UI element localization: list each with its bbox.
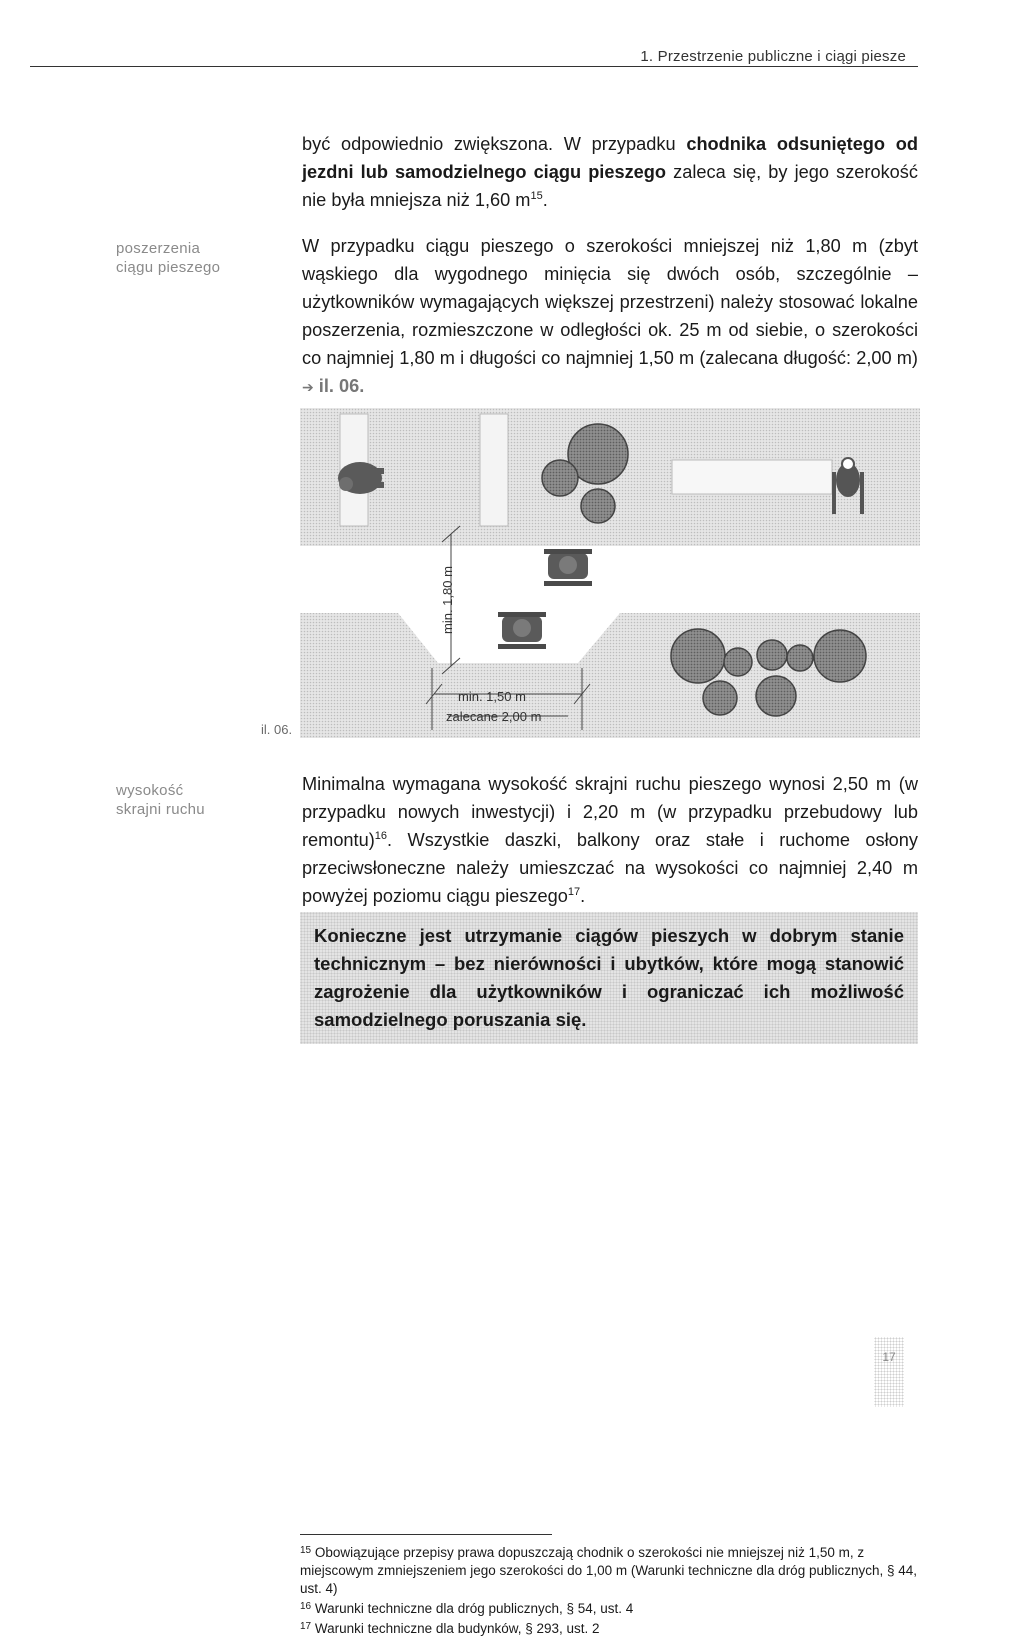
figure-illustration xyxy=(300,408,920,738)
callout-text: Konieczne jest utrzymanie ciągów pieszych w dobrym stanie technicznym – bez nierówności i ubytków, które mogą stanowić zagrożenie dla użytkowników i ograniczać ich możliwość samodzielnego poruszania się. xyxy=(314,925,904,1030)
page-number: 17 xyxy=(874,1337,904,1407)
footnote-ref-15[interactable]: 15 xyxy=(530,189,543,202)
footnote-17 xyxy=(300,1618,920,1638)
footnote-16-text: Warunki techniczne dla dróg publicznych, § 54, ust. 4 xyxy=(311,1601,634,1616)
clearance-text-1: Minimalna wymagana wysokość skrajni ruchu pieszego wynosi 2,50 m (w przypadku nowych inwestycji) i 2,20 m (w przypadku przebudowy lub remontu) xyxy=(302,774,918,850)
widening-text: W przypadku ciągu pieszego o szerokości mniejszej niż 1,80 m (zbyt wąskiego dla wygodnego minięcia się dwóch osób, szczególnie – użytkowników wymagających większej przestrzeni) należy stosować lokalne poszerzenia, rozmieszczone w odległości ok. 25 m od siebie, o szerokości co najmniej 1,80 m i długości co najmniej 1,50 m (zalecana długość: 2,00 m) xyxy=(302,236,918,368)
widening-paragraph xyxy=(302,232,918,401)
footnote-ref-16[interactable]: 16 xyxy=(374,829,388,842)
tree-icon xyxy=(703,681,737,715)
clearance-text-3: . xyxy=(580,886,586,906)
margin-label-clearance-line2: skrajni ruchu xyxy=(116,801,205,818)
footnote-15-num: 15 xyxy=(300,1545,312,1556)
tree-icon xyxy=(757,640,787,670)
footnote-17-num: 17 xyxy=(300,1621,312,1632)
dim-length-min-label: min. 1,50 m xyxy=(458,689,526,704)
intro-bold: chodnika odsuniętego od jezdni lub samodzielnego ciągu pieszego xyxy=(302,134,918,182)
footnote-16 xyxy=(300,1598,920,1618)
dim-length-rec-label: zalecane 2,00 m xyxy=(446,709,542,724)
footnote-rule xyxy=(300,1534,552,1535)
footnote-ref-17[interactable]: 17 xyxy=(567,885,581,898)
intro-text-3: . xyxy=(542,190,548,210)
bench-left-2 xyxy=(480,414,508,526)
header-rule xyxy=(30,66,918,67)
figure-label: il. 06. xyxy=(261,722,293,737)
clearance-paragraph xyxy=(302,770,918,910)
running-header: 1. Przestrzenie publiczne i ciągi piesze xyxy=(640,48,906,65)
tree-icon xyxy=(542,460,578,496)
dim-width-label: min. 1,80 m xyxy=(440,566,455,634)
margin-label-widening xyxy=(116,239,220,277)
wheelchair-user-icon xyxy=(544,549,592,586)
footnote-15-text: Obowiązujące przepisy prawa dopuszczają chodnik o szerokości nie mniejszej niż 1,50 m, z miejscowym zmniejszeniem jego szerokości do 1,00 m (Warunki techniczne dla dróg publicznych, § 44, ust. 4) xyxy=(300,1545,918,1596)
margin-label-clearance-line1: wysokość xyxy=(116,782,184,799)
footnote-16-num: 16 xyxy=(300,1601,312,1612)
tree-icon xyxy=(787,645,813,671)
margin-label-widening-line2: ciągu pieszego xyxy=(116,259,221,276)
intro-paragraph xyxy=(302,130,918,214)
footnote-17-text: Warunki techniczne dla budynków, § 293, ust. 2 xyxy=(311,1621,600,1636)
arrow-icon: ➔ xyxy=(302,379,314,395)
tree-icon xyxy=(814,630,866,682)
wheelchair-user-icon xyxy=(498,612,546,649)
figure-reference[interactable]: il. 06. xyxy=(318,376,365,396)
intro-text-2: zaleca się, by jego szerokość nie była mniejsza niż 1,60 m xyxy=(302,162,918,210)
footnotes xyxy=(300,1542,920,1638)
tree-icon xyxy=(671,629,725,683)
margin-label-clearance xyxy=(116,781,205,819)
footnote-15 xyxy=(300,1542,920,1598)
clearance-text-2: . Wszystkie daszki, balkony oraz stałe i ruchome osłony przeciwsłoneczne należy umieszczać na wysokości co najmniej 2,40 m powyżej poziomu ciągu pieszego xyxy=(302,830,918,906)
tree-icon xyxy=(724,648,752,676)
tree-icon xyxy=(756,676,796,716)
tree-icon xyxy=(581,489,615,523)
bench-right xyxy=(672,460,832,494)
margin-label-widening-line1: poszerzenia xyxy=(116,240,201,257)
intro-text-1: być odpowiednio zwiększona. W przypadku xyxy=(302,134,687,154)
